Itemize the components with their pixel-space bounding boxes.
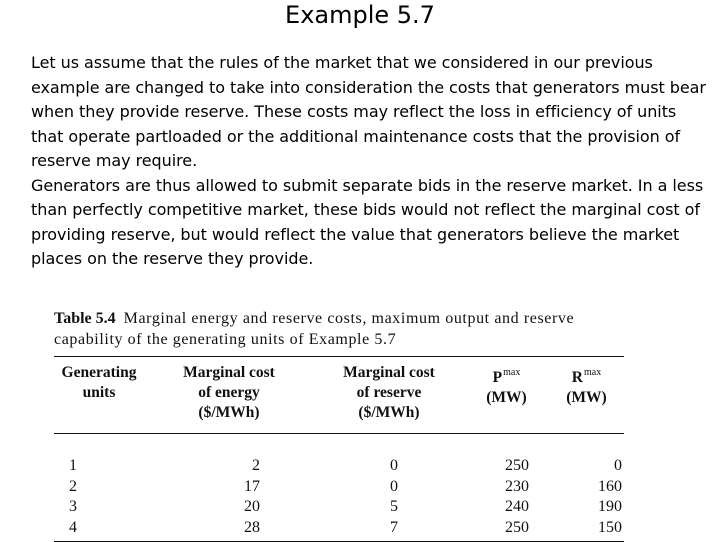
table-row — [54, 434, 624, 477]
slide-title: Example 5.7 — [285, 1, 435, 29]
cell-energy-cost: 20 — [244, 498, 260, 515]
table-row — [54, 518, 624, 539]
header-energy-cost: Marginal cost of energy ($/MWh) — [183, 364, 275, 421]
table-row — [54, 497, 624, 518]
cell-unit: 1 — [69, 457, 77, 474]
cell-rmax: 190 — [598, 498, 622, 515]
paragraph-2: Generators are thus allowed to submit separate bids in the reserve market. In a less than perfectly competitive market, these bids would not reflect the marginal cost of providing reserve, but would reflect the value that generators believe the market places on the reserve they provide. — [31, 175, 704, 268]
cell-pmax: 240 — [505, 498, 529, 515]
header-pmax: $P^{max}$ (MW) — [486, 367, 527, 406]
cell-reserve-cost: 0 — [390, 477, 398, 495]
cell-rmax: 150 — [598, 518, 622, 536]
cell-reserve-cost: 5 — [390, 498, 398, 515]
cell-unit: 3 — [69, 498, 77, 515]
cell-unit: 4 — [69, 518, 77, 536]
cost-table — [54, 357, 624, 538]
cell-rmax: 160 — [598, 477, 622, 495]
cell-rmax: 0 — [614, 457, 622, 474]
cell-pmax: 230 — [505, 477, 529, 495]
cell-energy-cost: 2 — [252, 457, 260, 474]
cell-reserve-cost: 7 — [390, 518, 398, 536]
header-reserve-cost: Marginal cost of reserve ($/MWh) — [343, 364, 435, 421]
header-units: Generating units — [61, 364, 137, 401]
cell-reserve-cost: 0 — [390, 457, 398, 474]
cell-pmax: 250 — [505, 457, 529, 474]
header-rmax: $R^{max}$ (MW) — [566, 367, 607, 406]
cell-energy-cost: 28 — [244, 518, 260, 536]
table-caption-text: Marginal energy and reserve costs, maximum output and reserve capability of the generating units of Example 5.7 — [54, 310, 575, 348]
body-text — [31, 51, 713, 272]
table-label: Table 5.4 — [54, 310, 116, 327]
cell-unit: 2 — [69, 477, 77, 495]
table-caption — [54, 308, 626, 350]
cell-pmax: 250 — [505, 518, 529, 536]
table-row — [54, 477, 624, 498]
table-header-row — [54, 357, 624, 423]
table-figure — [54, 308, 626, 542]
paragraph-1: Let us assume that the rules of the market that we considered in our previous example are changed to take into consideration the costs that generators must bear when they provide reserve. These costs may reflect the loss in efficiency of units that operate partloaded or the additional maintenance costs that the provision of reserve may require. — [31, 53, 706, 170]
cell-energy-cost: 17 — [244, 477, 260, 495]
